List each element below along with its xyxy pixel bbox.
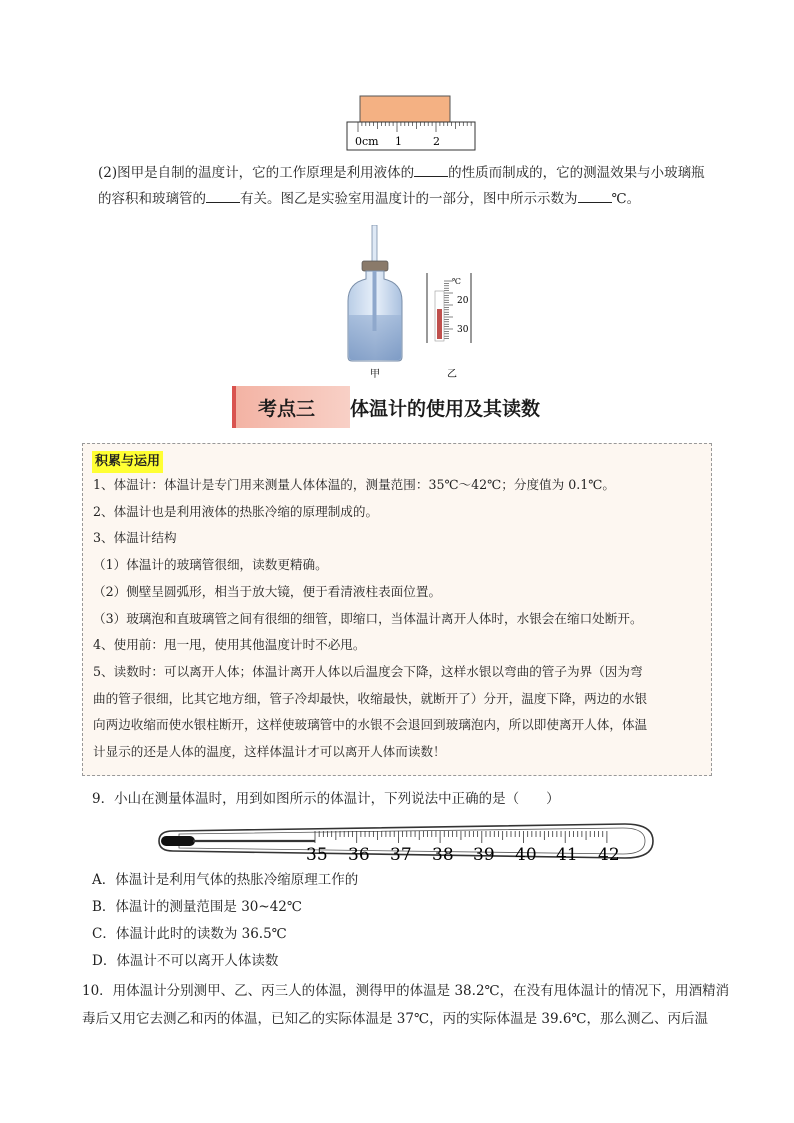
q2-text-5: ℃。 — [611, 191, 641, 207]
clinical-thermometer-figure — [155, 818, 655, 864]
section-title: 体温计的使用及其读数 — [350, 398, 541, 420]
knowledge-tag: 积累与运用 — [92, 451, 163, 473]
knowledge-line: 计显示的还是人体的温度，这样体温计才可以离开人体而读数！ — [93, 744, 446, 760]
lab-thermo-label-20: 20 — [457, 296, 469, 306]
question-10-line: 10．用体温计分别测甲、乙、丙三人的体温，测得甲的体温是 38.2℃，在没有甩体温计的情况下，用酒精消 — [82, 983, 730, 999]
caption-yi: 乙 — [447, 369, 457, 380]
lab-thermo-label-30: 30 — [457, 325, 469, 335]
option-d[interactable]: D．体温计不可以离开人体读数 — [92, 953, 279, 969]
clin-label-39: 39 — [473, 845, 495, 864]
clin-label-42: 42 — [598, 845, 620, 864]
knowledge-box — [82, 443, 712, 776]
clin-label-41: 41 — [556, 845, 578, 864]
option-b[interactable]: B．体温计的测量范围是 30~42℃ — [92, 899, 302, 915]
knowledge-line: 曲的管子很细，比其它地方细，管子冷却最快，收缩最快，就断开了）分开，温度下降，两边的水银 — [93, 690, 648, 706]
ruler-label-2: 2 — [433, 135, 440, 148]
knowledge-line: 4、使用前：甩一甩，使用其他温度计时不必甩。 — [93, 637, 366, 653]
q2-text-1: (2)图甲是自制的温度计，它的工作原理是利用液体的 — [98, 165, 415, 181]
question-10-line: 毒后又用它去测乙和丙的体温，已知乙的实际体温是 37℃，丙的实际体温是 39.6℃，那么测乙、丙后温 — [82, 1011, 709, 1027]
clin-label-35: 35 — [306, 845, 328, 864]
caption-jia: 甲 — [370, 369, 380, 380]
section-label-box — [232, 386, 350, 428]
ruler-figure — [345, 94, 477, 154]
knowledge-line: 1、体温计：体温计是专门用来测量人体体温的，测量范围：35℃～42℃；分度值为 0.1℃。 — [93, 477, 615, 492]
section-header — [232, 386, 592, 428]
knowledge-line: 2、体温计也是利用液体的热胀冷缩的原理制成的。 — [93, 503, 379, 519]
bottle-thermometer-figure — [340, 225, 490, 387]
clin-label-37: 37 — [390, 845, 412, 864]
ruler-label-0: 0cm — [355, 135, 379, 148]
clin-label-38: 38 — [432, 845, 454, 864]
option-c[interactable]: C．体温计此时的读数为 36.5℃ — [92, 926, 287, 942]
answer-blank-2[interactable] — [206, 188, 240, 203]
answer-blank-1[interactable] — [414, 162, 448, 177]
question-10 — [82, 977, 730, 1033]
question-9-options — [92, 867, 732, 975]
knowledge-lines — [93, 472, 705, 766]
answer-blank-3[interactable] — [578, 188, 612, 203]
question-2 — [98, 160, 728, 212]
ruler-label-1: 1 — [395, 135, 402, 148]
knowledge-line: （1）体温计的玻璃管很细，读数更精确。 — [93, 557, 328, 573]
q2-text-4: 有关。图乙是实验室用温度计的一部分，图中所示示数为 — [240, 191, 578, 207]
knowledge-line: （3）玻璃泡和直玻璃管之间有很细的细管，即缩口，当体温计离开人体时，水银会在缩口处断开。 — [93, 610, 643, 626]
clin-label-40: 40 — [515, 845, 537, 864]
q2-text-2: 的性质而制成的，它的测温效果与小玻璃瓶 — [448, 165, 705, 181]
knowledge-line: 5、读数时：可以离开人体；体温计离开人体以后温度会下降，这样水银以弯曲的管子为界（因为弯 — [93, 663, 643, 679]
section-label: 考点三 — [258, 398, 316, 420]
lab-thermo-unit: ℃ — [452, 277, 461, 286]
q2-text-3: 的容积和玻璃管的 — [98, 191, 206, 207]
knowledge-line: 3、体温计结构 — [93, 530, 177, 546]
question-9-stem: 9．小山在测量体温时，用到如图所示的体温计，下列说法中正确的是（ ） — [92, 791, 560, 807]
knowledge-line: 向两边收缩而使水银柱断开，这样使玻璃管中的水银不会退回到玻璃泡内，所以即使离开人体，体温 — [93, 717, 648, 733]
knowledge-line: （2）侧壁呈圆弧形，相当于放大镜，便于看清液柱表面位置。 — [93, 583, 442, 599]
option-a[interactable]: A．体温计是利用气体的热胀冷缩原理工作的 — [92, 872, 359, 888]
clin-label-36: 36 — [348, 845, 370, 864]
